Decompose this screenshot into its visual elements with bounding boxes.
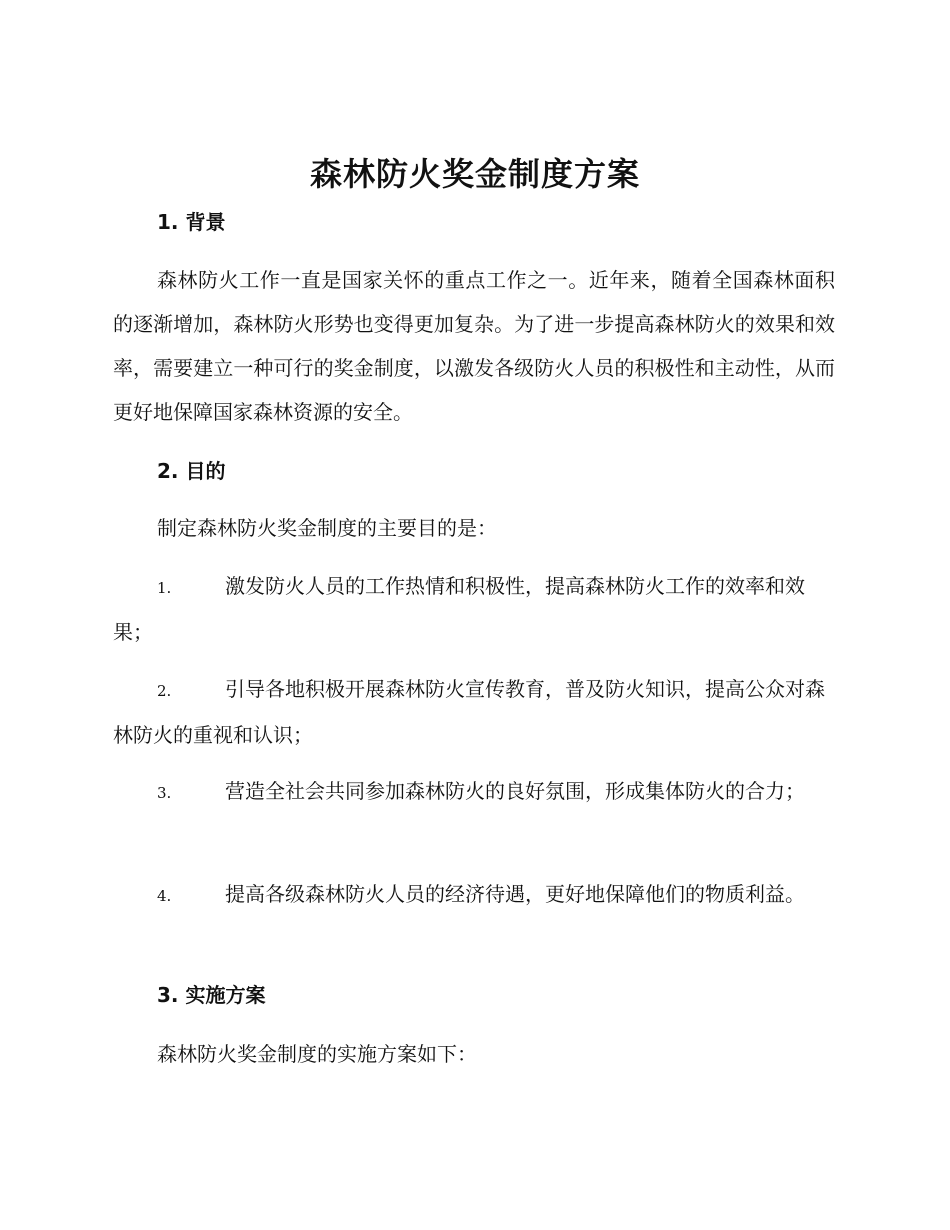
list-item-number: 1. bbox=[157, 579, 172, 597]
list-item bbox=[113, 872, 835, 918]
purpose-intro: 制定森林防火奖金制度的主要目的是： bbox=[157, 516, 497, 540]
section-heading-implementation: 3. 实施方案 bbox=[157, 983, 266, 1007]
list-item-text: 引导各地积极开展森林防火宣传教育，普及防火知识，提高公众对森林防火的重视和认识； bbox=[113, 677, 825, 747]
list-item bbox=[113, 667, 835, 757]
list-item-number: 4. bbox=[157, 887, 172, 905]
implementation-intro: 森林防火奖金制度的实施方案如下： bbox=[157, 1042, 477, 1066]
list-item-number: 3. bbox=[157, 784, 172, 802]
list-item bbox=[113, 564, 835, 654]
section-heading-background: 1. 背景 bbox=[157, 210, 226, 234]
list-item bbox=[113, 769, 835, 815]
list-item-text: 激发防火人员的工作热情和积极性，提高森林防火工作的效率和效果； bbox=[113, 574, 805, 644]
list-item-text: 营造全社会共同参加森林防火的良好氛围，形成集体防火的合力； bbox=[225, 779, 805, 803]
background-paragraph: 森林防火工作一直是国家关怀的重点工作之一。近年来，随着全国森林面积的逐渐增加，森林防火形势也变得更加复杂。为了进一步提高森林防火的效果和效率，需要建立一种可行的奖金制度，以激发各级防火人员的积极性和主动性，从而更好地保障国家森林资源的安全。 bbox=[113, 268, 835, 424]
list-item-text: 提高各级森林防火人员的经济待遇，更好地保障他们的物质利益。 bbox=[225, 882, 805, 906]
section-heading-purpose: 2. 目的 bbox=[157, 459, 226, 483]
list-item-number: 2. bbox=[157, 682, 172, 700]
document-title: 森林防火奖金制度方案 bbox=[309, 155, 640, 193]
